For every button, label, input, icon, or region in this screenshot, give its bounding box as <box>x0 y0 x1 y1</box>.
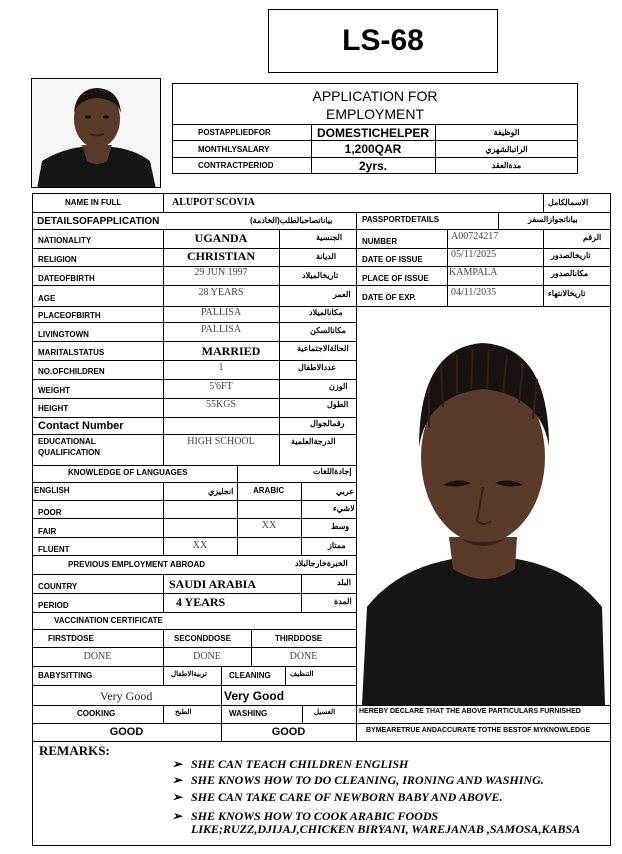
education-label-line2: QUALIFICATION <box>38 448 101 457</box>
nationality-arabic: الجنسية <box>316 233 343 242</box>
vaccination-label: VACCINATION CERTIFICATE <box>54 616 163 625</box>
issue-date-value: 05/11/2025 <box>451 249 497 260</box>
age-arabic: العمر <box>333 290 351 299</box>
marital-status-arabic: الحالةالاجتماعية <box>297 344 349 353</box>
period-label: PERIOD <box>38 601 69 610</box>
declaration-line1: HEREBY DECLARE THAT THE ABOVE PARTICULARS FURNISHED <box>359 708 581 715</box>
marital-status-value: MARRIED <box>201 344 261 358</box>
contract-period-value: 2yrs. <box>358 159 388 173</box>
weight-arabic: الوزن <box>329 382 348 391</box>
applicant-photo-large <box>356 306 611 706</box>
previous-employment-arabic: الخبرةخارجالبلاد <box>295 559 348 568</box>
babysitting-arabic: تربيةالاطفال <box>171 671 207 678</box>
remark-item: SHE KNOWS HOW TO COOK ARABIC FOODS <box>191 809 439 823</box>
passport-header-label: PASSPORTDETAILS <box>362 215 440 224</box>
period-value: 4 YEARS <box>176 595 226 609</box>
remark-arrow-icon: ➢ <box>172 790 183 804</box>
religion-arabic: الديانة <box>316 252 337 261</box>
living-town-value: PALLISA <box>200 324 242 335</box>
remark-arrow-icon: ➢ <box>172 773 183 787</box>
language-fair-label: FAIR <box>38 527 57 536</box>
cleaning-value: Very Good <box>224 689 285 703</box>
language-fluent-arabic: ممتاز <box>328 541 346 550</box>
post-applied-value: DOMESTICHELPER <box>316 126 429 140</box>
language-poor-arabic: لاشيء <box>333 504 355 513</box>
reference-code: LS-68 <box>342 24 424 57</box>
nationality-label: NATIONALITY <box>38 236 92 245</box>
remarks-title: REMARKS: <box>39 743 110 758</box>
first-dose-value: DONE <box>83 651 112 662</box>
children-value: 1 <box>218 362 224 373</box>
passport-number-arabic: الرقم <box>583 233 602 242</box>
contact-number-label: Contact Number <box>38 420 124 432</box>
education-label-line1: EDUCATIONAL <box>38 437 96 446</box>
name-arabic: الاسمالكامل <box>548 198 589 207</box>
cooking-label: COOKING <box>77 709 116 718</box>
details-header-arabic: بياناتصاحبالطلب(الخادمة) <box>250 216 333 225</box>
declaration-line2: BYMEARETRUE ANDACCURATE TOTHE BESTOF MYKNOWLEDGE <box>366 727 591 734</box>
issue-date-arabic: تاريخالصدور <box>551 251 591 260</box>
remark-arrow-icon: ➢ <box>172 757 183 771</box>
expiry-date-value: 04/11/2035 <box>451 287 497 298</box>
weight-value: 5'6FT <box>209 381 233 392</box>
religion-value: CHRISTIAN <box>186 249 255 263</box>
passport-number-label: NUMBER <box>362 237 398 246</box>
post-applied-arabic: الوظيفة <box>493 128 520 137</box>
languages-arabic: إجادةاللغات <box>313 467 352 476</box>
living-town-arabic: مكانالسكن <box>310 326 346 335</box>
language-fluent-english: XX <box>192 540 208 551</box>
name-value: ALUPOT SCOVIA <box>172 197 255 208</box>
dob-label: DATEOFBIRTH <box>38 274 95 283</box>
remark-arrow-icon: ➢ <box>172 809 183 823</box>
height-value: 55KGS <box>205 399 236 410</box>
babysitting-label: BABYSITTING <box>38 671 93 680</box>
third-dose-value: DONE <box>289 651 318 662</box>
languages-label: KNOWLEDGE OF LANGUAGES <box>68 468 188 477</box>
period-arabic: المدة <box>334 597 352 606</box>
nationality-value: UGANDA <box>194 231 248 245</box>
education-arabic: الدرجةالعلمية <box>291 437 336 446</box>
contract-period-label: CONTRACTPERIOD <box>198 161 274 170</box>
remark-item-continued: LIKE;RUZZ,DJIJAJ,CHICKEN BIRYANI, WAREJANAB ,SAMOSA,KABSA <box>191 822 581 836</box>
washing-value: GOOD <box>271 726 306 738</box>
issue-place-arabic: مكانالصدور <box>551 269 589 278</box>
country-label: COUNTRY <box>38 582 78 591</box>
expiry-date-arabic: تاريخالانتهاء <box>548 289 586 298</box>
language-fair-arabic: وسط <box>331 522 350 531</box>
babysitting-value: Very Good <box>100 689 153 703</box>
place-of-birth-arabic: مكانالميلاد <box>309 308 343 317</box>
application-title-line1: APPLICATION FOR <box>312 88 438 104</box>
age-label: AGE <box>38 294 56 303</box>
remark-item: SHE CAN TAKE CARE OF NEWBORN BABY AND ABOVE. <box>191 790 503 804</box>
children-label: NO.OFCHILDREN <box>38 367 105 376</box>
english-label: ENGLISH <box>34 486 70 495</box>
language-fair-arabic-level: XX <box>261 520 277 531</box>
expiry-date-label: DATE OF EXP. <box>362 293 416 302</box>
language-poor-label: POOR <box>38 508 62 517</box>
living-town-label: LIVINGTOWN <box>38 330 89 339</box>
issue-place-value: KAMPALA <box>449 267 498 278</box>
arabic-arabic: عربي <box>336 487 355 496</box>
cooking-value: GOOD <box>109 726 144 738</box>
children-arabic: عددالاطفال <box>298 363 336 372</box>
details-header-label: DETAILSOFAPPLICATION <box>37 216 160 227</box>
height-arabic: الطول <box>327 400 349 409</box>
previous-employment-label: PREVIOUS EMPLOYMENT ABROAD <box>68 560 206 569</box>
contract-period-arabic: مدةالعقد <box>491 161 522 170</box>
arabic-label: ARABIC <box>253 486 285 495</box>
cooking-arabic: الطبخ <box>175 709 192 716</box>
monthly-salary-label: MONTHLYSALARY <box>198 145 270 154</box>
issue-date-label: DATE OF ISSUE <box>362 255 423 264</box>
post-applied-label: POSTAPPLIEDFOR <box>198 128 271 137</box>
place-of-birth-value: PALLISA <box>200 307 242 318</box>
country-value: SAUDI ARABIA <box>169 577 257 591</box>
weight-label: WEIGHT <box>38 386 70 395</box>
second-dose-value: DONE <box>193 651 221 662</box>
washing-arabic: الغسيل <box>314 709 336 716</box>
contact-number-arabic: رقمالجوال <box>310 419 345 428</box>
language-fluent-label: FLUENT <box>38 545 70 554</box>
english-arabic: انجليزي <box>208 487 234 496</box>
issue-place-label: PLACE OF ISSUE <box>362 274 429 283</box>
passport-number-value: A00724217 <box>451 231 499 242</box>
passport-header-arabic: بياناتجوازالسفر <box>528 215 578 224</box>
applicant-portrait-large-icon <box>357 307 610 705</box>
country-arabic: البلد <box>337 578 351 587</box>
monthly-salary-arabic: الراتبالشهري <box>485 145 528 154</box>
dob-arabic: تاريخالميلاد <box>302 271 339 280</box>
place-of-birth-label: PLACEOFBIRTH <box>38 311 101 320</box>
third-dose-label: THIRDDOSE <box>275 634 323 643</box>
remark-item: SHE KNOWS HOW TO DO CLEANING, IRONING AND WASHING. <box>191 773 544 787</box>
dob-value: 29 JUN 1997 <box>194 267 248 278</box>
remark-item: SHE CAN TEACH CHILDREN ENGLISH <box>191 757 409 771</box>
name-label: NAME IN FULL <box>65 198 122 207</box>
cleaning-label: CLEANING <box>229 671 271 680</box>
height-label: HEIGHT <box>38 404 69 413</box>
second-dose-label: SECONDDOSE <box>174 634 231 643</box>
religion-label: RELIGION <box>38 255 77 264</box>
first-dose-label: FIRSTDOSE <box>48 634 94 643</box>
washing-label: WASHING <box>229 709 268 718</box>
education-value: HIGH SCHOOL <box>187 436 255 447</box>
age-value: 28 YEARS <box>198 287 244 298</box>
application-title-line2: EMPLOYMENT <box>325 106 424 122</box>
cleaning-arabic: التنظيف <box>290 671 314 678</box>
monthly-salary-value: 1,200QAR <box>344 142 402 156</box>
marital-status-label: MARITALSTATUS <box>38 348 105 357</box>
